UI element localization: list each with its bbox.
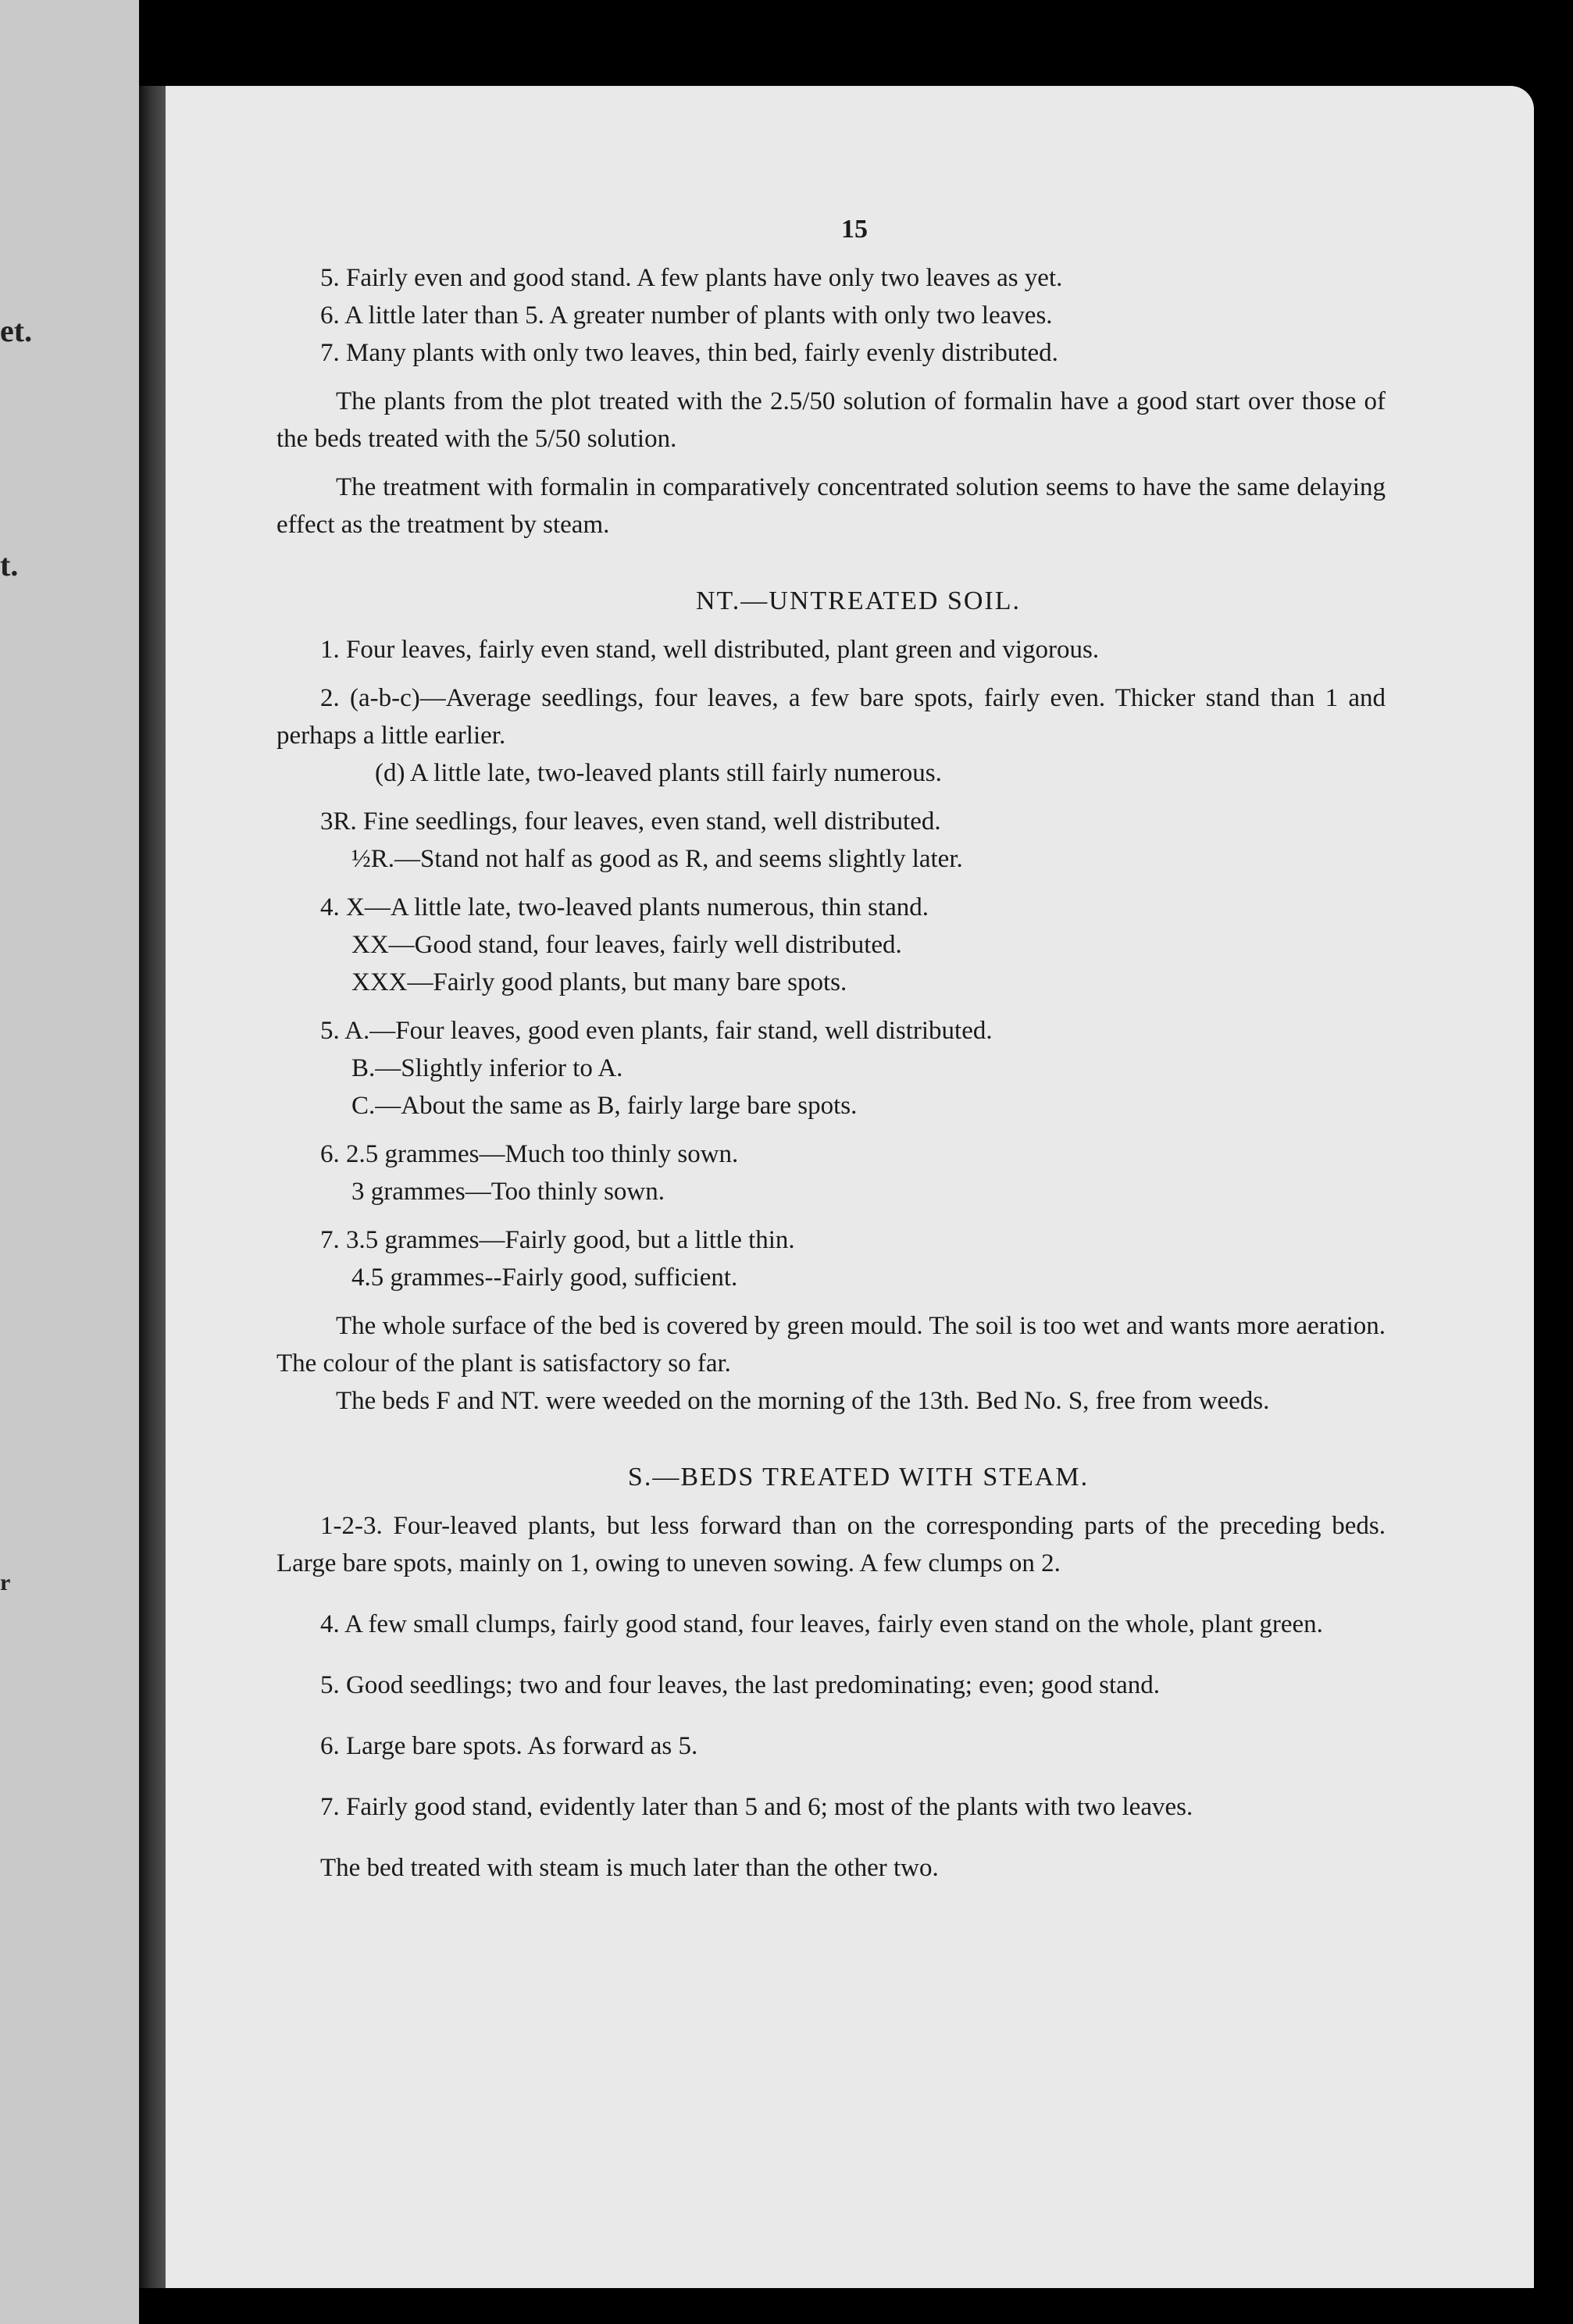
- list-item: 4. X—A little late, two-leaved plants numerous, thin stand.: [320, 893, 929, 921]
- list-subitem: (d) A little late, two-leaved plants still fairly numerous.: [375, 759, 942, 787]
- list-item: 4. A few small clumps, fairly good stand, four leaves, fairly even stand on the whole, plant green.: [320, 1610, 1323, 1638]
- paragraph: The plants from the plot treated with the 2.5/50 solution of formalin have a good start over those of the beds treated with the 5/50 solution.: [276, 387, 1386, 453]
- list-item: 7. 3.5 grammes—Fairly good, but a little thin.: [320, 1226, 795, 1254]
- list-subitem: ½R.—Stand not half as good as R, and seems slightly later.: [351, 845, 963, 873]
- list-subitem: XX—Good stand, four leaves, fairly well distributed.: [351, 931, 902, 959]
- list-subitem: 3 grammes—Too thinly sown.: [351, 1178, 665, 1206]
- list-item: 1-2-3. Four-leaved plants, but less forward than on the corresponding parts of the preceding beds. Large bare spots, mainly on 1, owing to uneven sowing. A few clumps on 2.: [276, 1512, 1386, 1577]
- list-subitem: 4.5 grammes--Fairly good, sufficient.: [351, 1264, 738, 1292]
- list-item: 6. 2.5 grammes—Much too thinly sown.: [320, 1140, 739, 1168]
- margin-fragment-3: r: [0, 1570, 11, 1595]
- section-heading-untreated-soil: NT.—UNTREATED SOIL.: [695, 586, 1022, 615]
- page-number: 15: [841, 215, 868, 244]
- list-item: 2. (a-b-c)—Average seedlings, four leaves, a few bare spots, fairly even. Thicker stand than 1 and perhaps a little earlier.: [276, 684, 1386, 750]
- list-item: 7. Fairly good stand, evidently later than 5 and 6; most of the plants with two leaves.: [320, 1793, 1193, 1821]
- list-item: 7. Many plants with only two leaves, thin bed, fairly evenly distributed.: [320, 339, 1058, 367]
- list-item: 1. Four leaves, fairly even stand, well distributed, plant green and vigorous.: [320, 636, 1100, 664]
- nt-list: [276, 631, 1386, 1296]
- margin-fragment-1: et.: [0, 313, 33, 348]
- paragraph: The whole surface of the bed is covered by green mould. The soil is too wet and wants more aeration. The colour of the plant is satisfactory so far.: [276, 1312, 1386, 1378]
- list-subitem: C.—About the same as B, fairly large bare spots.: [351, 1092, 858, 1120]
- closing-paragraph: The bed treated with steam is much later than the other two.: [320, 1854, 939, 1882]
- list-item: 3R. Fine seedlings, four leaves, even stand, well distributed.: [320, 807, 941, 836]
- list-subitem: XXX—Fairly good plants, but many bare spots.: [351, 968, 847, 996]
- page-content: [276, 211, 1386, 1887]
- list-item: 5. A.—Four leaves, good even plants, fair stand, well distributed.: [320, 1017, 993, 1045]
- list-item: 6. Large bare spots. As forward as 5.: [320, 1732, 698, 1760]
- book-spine-shadow: [139, 86, 167, 2288]
- paragraph: The beds F and NT. were weeded on the morning of the 13th. Bed No. S, free from weeds.: [336, 1387, 1270, 1415]
- document-page: [166, 86, 1534, 2288]
- paragraph: The treatment with formalin in comparatively concentrated solution seems to have the same delaying effect as the treatment by steam.: [276, 473, 1386, 539]
- list-subitem: B.—Slightly inferior to A.: [351, 1054, 623, 1082]
- list-item: 5. Fairly even and good stand. A few plants have only two leaves as yet.: [320, 264, 1063, 292]
- intro-list: [276, 259, 1386, 372]
- margin-fragment-2: t.: [0, 547, 19, 583]
- adjacent-page-fragment: [0, 0, 139, 2324]
- list-item: 5. Good seedlings; two and four leaves, the last predominating; even; good stand.: [320, 1671, 1161, 1699]
- section-heading-steam-treated: S.—BEDS TREATED WITH STEAM.: [627, 1463, 1090, 1492]
- list-item: 6. A little later than 5. A greater number of plants with only two leaves.: [320, 301, 1053, 330]
- s-list: [276, 1507, 1386, 1826]
